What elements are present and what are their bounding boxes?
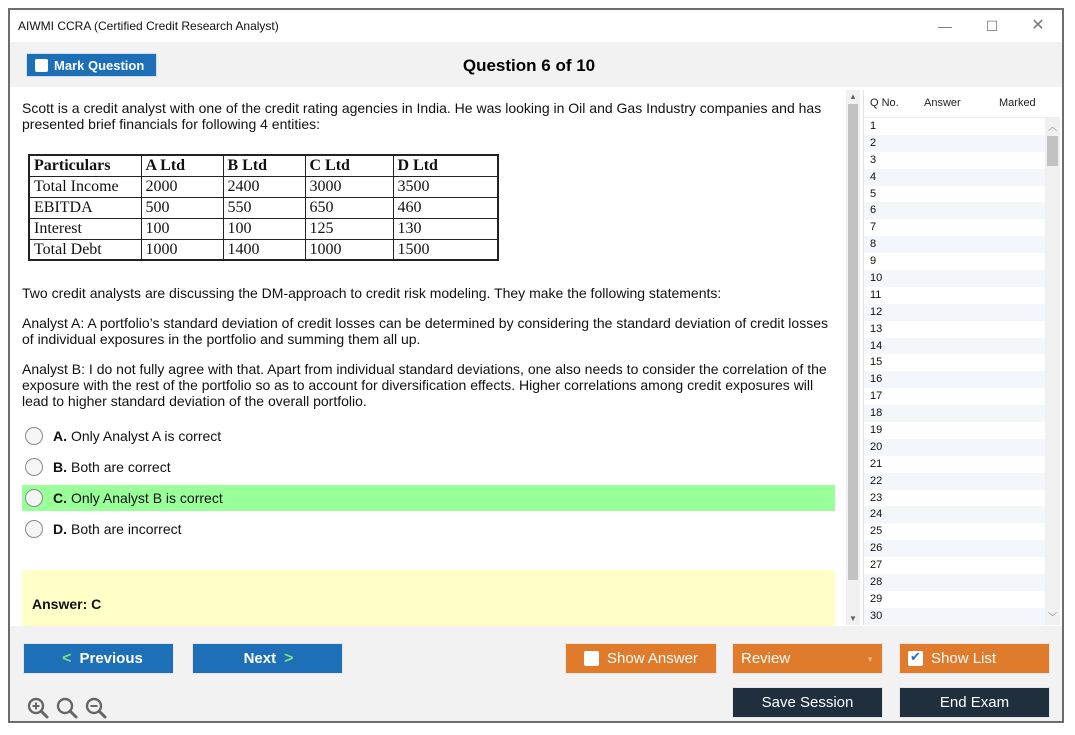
zoom-reset-icon[interactable] (55, 696, 79, 720)
chevron-down-icon[interactable]: ﹀ (1047, 612, 1057, 622)
question-list-item[interactable]: 27 (870, 559, 883, 572)
show-answer-label: Show Answer (607, 650, 698, 667)
mark-question-label: Mark Question (54, 57, 145, 73)
table-cell: 460 (393, 197, 498, 218)
table-cell: 2400 (223, 176, 305, 197)
end-exam-button[interactable] (899, 687, 1050, 718)
app-window (8, 8, 1064, 723)
option-text: Both are incorrect (71, 521, 182, 537)
table-row (29, 218, 498, 239)
question-list-item[interactable]: 1 (870, 120, 877, 132)
question-list-item[interactable]: 4 (864, 169, 1046, 186)
table-header-row (29, 155, 498, 176)
radio-button[interactable] (25, 489, 43, 507)
table-cell: 2000 (141, 176, 223, 197)
question-list-item[interactable]: 23 (870, 491, 883, 504)
option-letter: C. (53, 490, 67, 506)
col-marked: Marked (999, 97, 1036, 109)
option-letter: A. (53, 428, 67, 444)
table-cell: 3500 (393, 176, 498, 197)
radio-button[interactable] (25, 520, 43, 538)
previous-button[interactable] (23, 643, 174, 674)
question-paragraph: Two credit analysts are discussing the DM-approach to credit risk modeling. They make the following statements: (22, 285, 722, 301)
col-qno: Q No. (870, 97, 899, 109)
option-d[interactable] (22, 516, 835, 542)
question-list-item[interactable]: 10 (864, 270, 1046, 287)
question-list-item[interactable]: 7 (870, 221, 877, 234)
maximize-icon[interactable]: ☐ (985, 18, 999, 34)
scrollbar-thumb[interactable] (1047, 136, 1058, 166)
table-cell: 100 (141, 218, 223, 239)
close-icon[interactable]: ✕ (1031, 17, 1045, 34)
dropdown-arrow-icon: ▼ (866, 655, 874, 664)
scrollbar-thumb[interactable] (848, 104, 858, 580)
next-label: Next (243, 650, 277, 667)
title-bar (10, 10, 1062, 42)
question-list-item[interactable]: 13 (870, 322, 883, 335)
question-list-item[interactable]: 22 (864, 473, 1046, 490)
minimize-icon[interactable]: — (938, 18, 952, 34)
zoom-out-icon[interactable] (84, 696, 108, 720)
question-list-item[interactable]: 19 (870, 424, 883, 437)
question-list-item[interactable]: 3 (870, 153, 877, 166)
analyst-b-statement: Analyst B: I do not fully agree with that. Apart from individual standard deviations, one also needs to consider the correlation of the exposure with the rest of the portfolio so as to account for diversification effects. Higher correlations among credit exposures will lead to higher standard deviation of the overall portfolio. (22, 361, 827, 409)
save-session-button[interactable] (732, 687, 883, 718)
question-list-item[interactable]: 12 (864, 304, 1046, 321)
financials-table (28, 154, 499, 261)
table-cell: 650 (305, 197, 393, 218)
table-cell: 550 (223, 197, 305, 218)
table-row (29, 197, 498, 218)
question-list-item[interactable]: 2 (864, 135, 1046, 152)
question-header (10, 42, 1062, 87)
question-list-item[interactable]: 25 (870, 525, 883, 538)
question-list-item[interactable]: 18 (864, 405, 1046, 422)
table-cell: Interest (29, 218, 141, 239)
question-list-panel (863, 90, 1060, 625)
question-list-header (864, 90, 1060, 118)
table-cell: Total Income (29, 176, 141, 197)
show-list-button[interactable] (899, 643, 1050, 674)
table-cell: 1400 (223, 239, 305, 260)
review-label: Review (741, 650, 791, 667)
scroll-down-icon[interactable]: ▼ (849, 614, 857, 623)
question-list-item[interactable]: 8 (864, 236, 1046, 253)
table-cell: 125 (305, 218, 393, 239)
question-list-item[interactable]: 20 (864, 439, 1046, 456)
option-text: Only Analyst B is correct (71, 490, 223, 506)
table-cell: Total Debt (29, 239, 141, 260)
table-cell: 3000 (305, 176, 393, 197)
footer-toolbar (10, 626, 1062, 723)
checkbox-checked-icon[interactable] (908, 651, 923, 666)
table-header-cell: Particulars (29, 155, 141, 176)
table-header-cell: A Ltd (141, 155, 223, 176)
question-list-item[interactable]: 11 (870, 288, 882, 301)
question-list-item[interactable]: 9 (870, 255, 877, 268)
scroll-up-icon[interactable]: ▲ (849, 92, 857, 101)
next-button[interactable] (192, 643, 343, 674)
question-list-item[interactable]: 16 (864, 371, 1046, 388)
answer-options (22, 423, 835, 542)
table-cell: 500 (141, 197, 223, 218)
table-cell: 1000 (305, 239, 393, 260)
content-scrollbar[interactable] (846, 90, 860, 625)
table-header-cell: C Ltd (305, 155, 393, 176)
question-counter: Question 6 of 10 (462, 56, 596, 75)
previous-label: Previous (79, 650, 143, 667)
question-list-item[interactable]: 28 (864, 574, 1046, 591)
option-b[interactable] (22, 454, 835, 480)
question-list-item[interactable]: 6 (864, 202, 1046, 219)
option-text: Both are correct (71, 459, 171, 475)
table-cell: 1500 (393, 239, 498, 260)
end-exam-label: End Exam (939, 694, 1010, 711)
show-answer-button[interactable] (565, 643, 717, 674)
question-stem: Scott is a credit analyst with one of the credit rating agencies in India. He was looking in Oil and Gas Industry companies and has presented brief financials for following 4 entities: (22, 100, 822, 132)
radio-button[interactable] (25, 458, 43, 476)
review-dropdown[interactable] (732, 643, 883, 674)
option-c[interactable] (22, 485, 835, 511)
table-cell: EBITDA (29, 197, 141, 218)
option-letter: D. (53, 521, 67, 537)
table-cell: 130 (393, 218, 498, 239)
table-header-cell: D Ltd (393, 155, 498, 176)
question-content (22, 100, 835, 624)
table-header-cell: B Ltd (223, 155, 305, 176)
chevron-left-icon: < (62, 649, 72, 667)
question-list-item[interactable]: 21 (870, 457, 883, 470)
table-row (29, 176, 498, 197)
option-text: Only Analyst A is correct (71, 428, 222, 444)
question-list-item[interactable]: 26 (864, 540, 1046, 557)
radio-button[interactable] (25, 427, 43, 445)
chevron-right-icon: > (284, 649, 294, 667)
answer-text: Answer: C (32, 596, 102, 612)
question-list-item[interactable]: 5 (870, 187, 877, 200)
checkbox-icon[interactable] (584, 651, 599, 666)
question-list-rows (864, 118, 1046, 625)
question-list-item[interactable]: 30 (864, 608, 1046, 625)
chevron-up-icon[interactable]: ︿ (1047, 122, 1057, 132)
question-list-item[interactable]: 29 (870, 592, 883, 605)
option-letter: B. (53, 459, 67, 475)
question-list-item[interactable]: 15 (870, 356, 883, 369)
question-list-item[interactable]: 17 (870, 390, 883, 403)
col-answer: Answer (924, 97, 961, 109)
save-session-label: Save Session (761, 694, 854, 711)
table-cell: 100 (223, 218, 305, 239)
analyst-a-statement: Analyst A: A portfolio’s standard deviation of credit losses can be determined by considering the standard deviation of credit losses of individual exposures in the portfolio and summing them all up. (22, 315, 828, 347)
option-a[interactable] (22, 423, 835, 449)
zoom-in-icon[interactable] (26, 696, 50, 720)
answer-panel (22, 570, 835, 630)
question-list-item[interactable]: 14 (864, 338, 1046, 355)
table-row (29, 239, 498, 260)
question-list-scrollbar[interactable] (1045, 118, 1060, 625)
table-cell: 1000 (141, 239, 223, 260)
question-list-item[interactable]: 24 (864, 506, 1046, 523)
show-list-label: Show List (931, 650, 997, 667)
window-title: AIWMI CCRA (Certified Credit Research Analyst) (18, 19, 279, 33)
